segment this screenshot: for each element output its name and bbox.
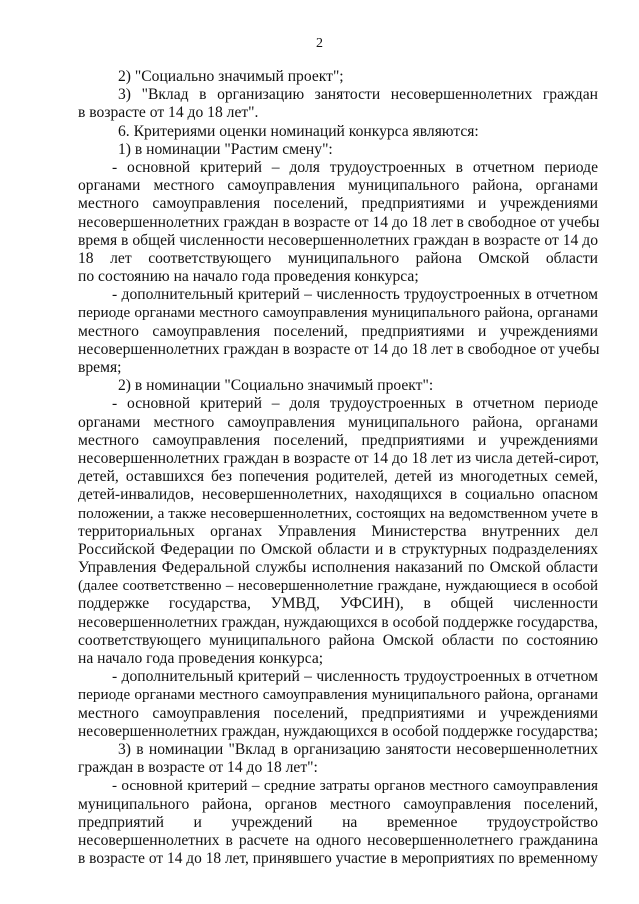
text-line: местного самоуправления поселений, предприятиями и учреждениями	[78, 195, 598, 213]
text-line: 18 лет соответствующего муниципального района Омской области	[78, 249, 598, 267]
text-line: 2) в номинации "Социально значимый проект":	[118, 377, 434, 395]
text-line: 1) в номинации "Растим смену":	[118, 140, 333, 158]
text-line: муниципального района, органов местного самоуправления поселений,	[78, 795, 598, 813]
text-line: периоде органами местного самоуправления муниципального района, органами	[78, 686, 598, 704]
text-line: в возрасте от 14 до 18 лет".	[78, 104, 259, 122]
text-line: несовершеннолетних граждан в возрасте от 14 до 18 лет из числа детей-сирот,	[78, 449, 599, 467]
text-line: в возрасте от 14 до 18 лет, принявшего участие в мероприятиях по временному	[78, 850, 598, 868]
text-line: 3) в номинации "Вклад в организацию занятости несовершеннолетних	[118, 740, 598, 758]
text-line: местного самоуправления поселений, предприятиями и учреждениями	[78, 704, 598, 722]
text-line: предприятий и учреждений на временное трудоустройство	[78, 813, 598, 831]
document-body	[78, 68, 598, 868]
text-line: несовершеннолетних граждан, нуждающихся в особой поддержке государства;	[78, 722, 599, 740]
text-line: на начало года проведения конкурса;	[78, 650, 324, 667]
text-line: - основной критерий – средние затраты органов местного самоуправления	[112, 777, 598, 795]
text-line: соответствующего муниципального района Омской области по состоянию	[78, 631, 598, 649]
text-line: детей, оставшихся без попечения родителей, детей из многодетных семей,	[78, 468, 598, 486]
text-line: граждан в возрасте от 14 до 18 лет":	[78, 759, 318, 777]
text-line: несовершеннолетних граждан в возрасте от 14 до 18 лет в свободное от учебы	[78, 340, 600, 358]
text-line: несовершеннолетних в расчете на одного несовершеннолетнего гражданина	[78, 831, 598, 849]
text-line: органами местного самоуправления муниципального района, органами	[78, 413, 598, 431]
text-line: Управления Федеральной службы исполнения наказаний по Омской области	[78, 559, 598, 577]
text-line: - дополнительный критерий – численность трудоустроенных в отчетном	[112, 668, 598, 686]
text-line: 2) "Социально значимый проект";	[118, 68, 344, 85]
text-line: время в общей численности несовершеннолетних граждан в возрасте от 14 до	[78, 231, 598, 249]
text-line: поддержке государства, УМВД, УФСИН), в общей численности	[78, 595, 598, 613]
text-line: несовершеннолетних граждан в возрасте от 14 до 18 лет в свободное от учебы	[78, 213, 600, 231]
text-line: территориальных органах Управления Министерства внутренних дел	[78, 522, 598, 540]
text-line: местного самоуправления поселений, предприятиями и учреждениями	[78, 322, 598, 340]
text-line: - дополнительный критерий – численность трудоустроенных в отчетном	[112, 286, 598, 304]
text-line: Российской Федерации по Омской области и в структурных подразделениях	[78, 540, 598, 558]
text-line: несовершеннолетних граждан, нуждающихся в особой поддержке государства,	[78, 613, 598, 631]
text-line: (далее соответственно – несовершеннолетние граждане, нуждающиеся в особой	[78, 578, 598, 595]
text-line: 3) "Вклад в организацию занятости несовершеннолетних граждан	[118, 86, 598, 104]
text-line: детей-инвалидов, несовершеннолетних, находящихся в социально опасном	[78, 486, 598, 504]
text-line: - основной критерий – доля трудоустроенных в отчетном периоде	[112, 395, 598, 413]
page-number: 2	[316, 36, 323, 51]
text-line: по состоянию на начало года проведения конкурса;	[78, 268, 419, 286]
text-line: периоде органами местного самоуправления муниципального района, органами	[78, 304, 598, 322]
text-line: время;	[78, 359, 122, 376]
text-line: - основной критерий – доля трудоустроенных в отчетном периоде	[112, 158, 598, 176]
text-line: органами местного самоуправления муниципального района, органами	[78, 177, 598, 195]
text-line: 6. Критериями оценки номинаций конкурса являются:	[118, 122, 479, 140]
text-line: местного самоуправления поселений, предприятиями и учреждениями	[78, 431, 598, 449]
text-line: положении, а также несовершеннолетних, состоящих на ведомственном учете в	[78, 504, 598, 522]
